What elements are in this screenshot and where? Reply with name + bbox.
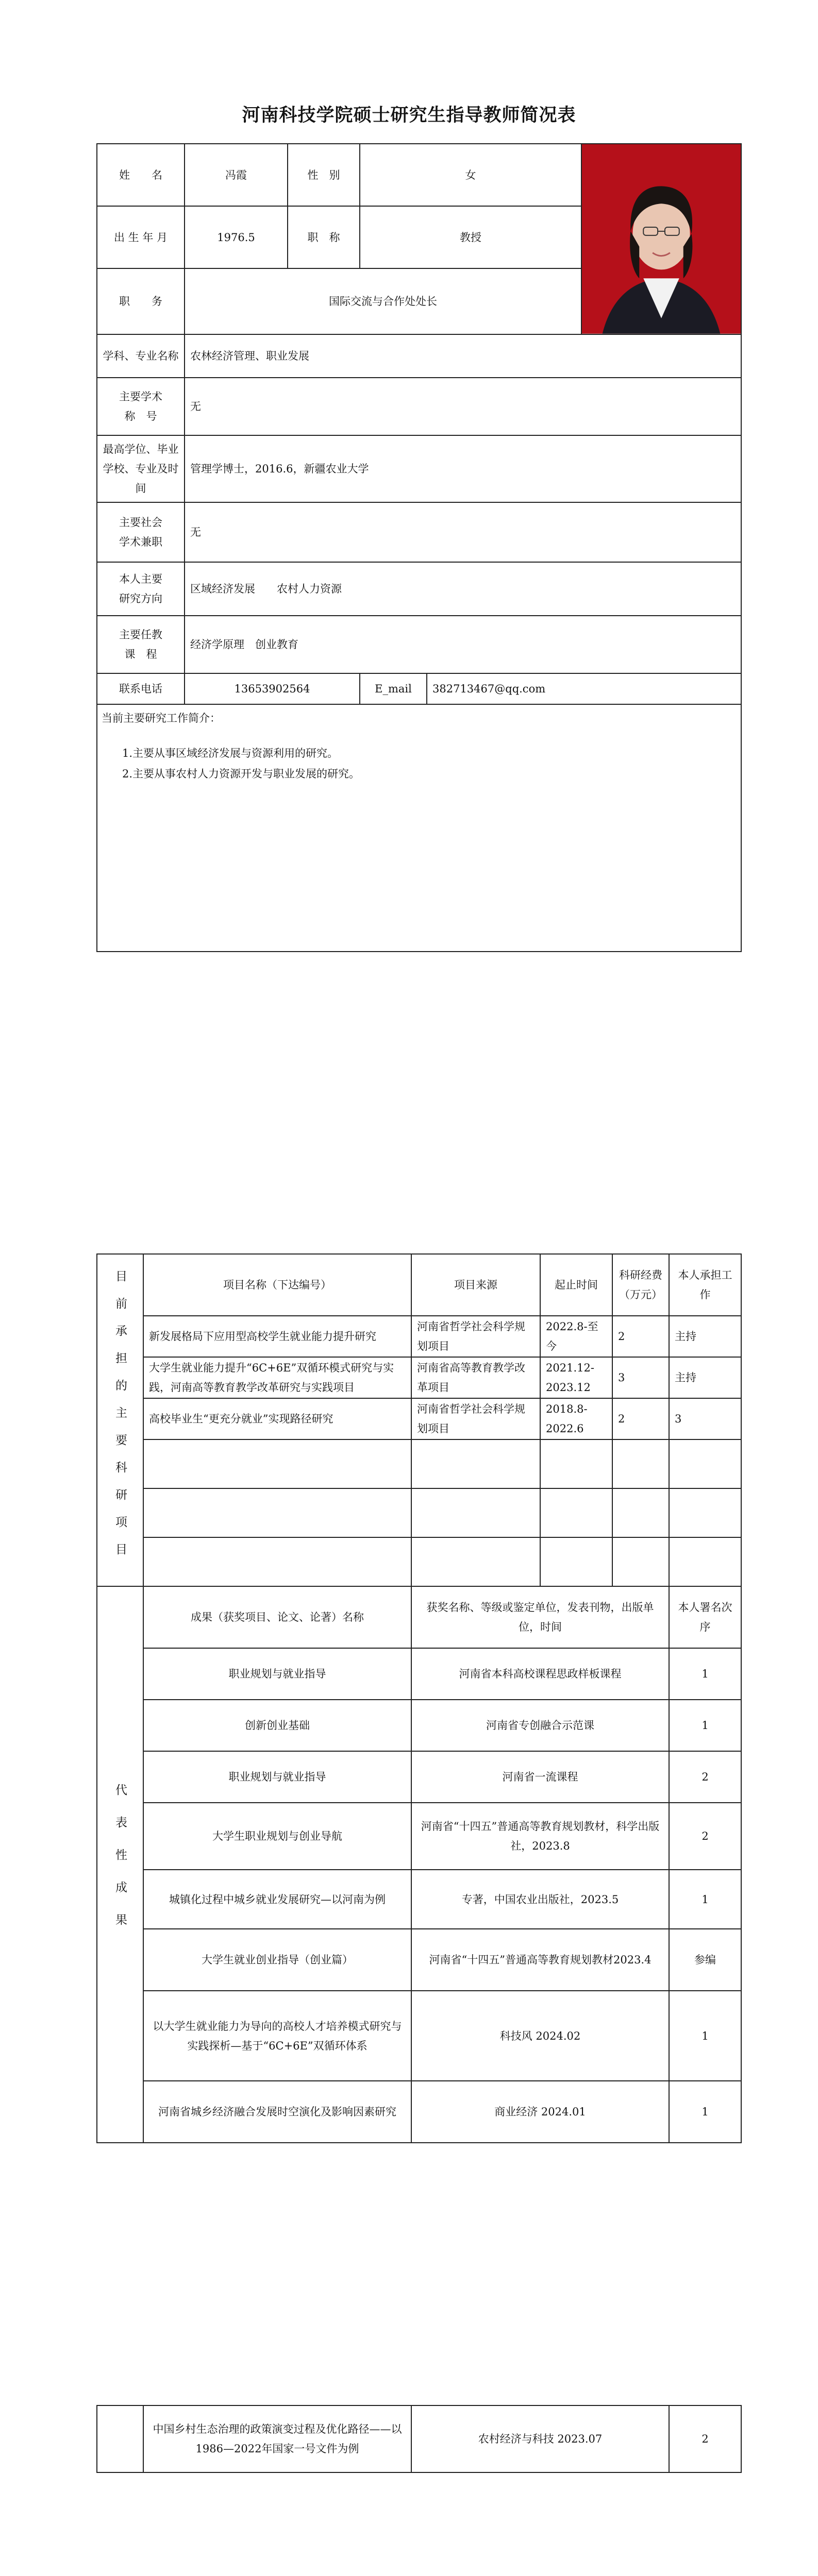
project-role: 主持 [669, 1316, 741, 1357]
achievement-name: 中国乡村生态治理的政策演变过程及优化路径——以1986—2022年国家一号文件为例 [143, 2405, 411, 2472]
email-label: E_mail [360, 673, 427, 704]
direction-label: 本人主要 研究方向 [97, 562, 185, 616]
project-empty-cell [411, 1439, 540, 1488]
rank-label: 职 称 [288, 206, 360, 268]
achievement-order: 2 [669, 1803, 741, 1870]
project-period: 2021.12-2023.12 [540, 1357, 612, 1398]
achievement-order: 参编 [669, 1929, 741, 1991]
project-empty-cell [669, 1439, 741, 1488]
position-value: 国际交流与合作处处长 [185, 268, 581, 334]
project-name: 高校毕业生“更充分就业”实现路径研究 [143, 1398, 411, 1439]
project-name: 大学生就业能力提升“6C+6E”双循环模式研究与实践，河南高等教育教学改革研究与实践项目 [143, 1357, 411, 1398]
project-source: 河南省哲学社会科学规划项目 [411, 1398, 540, 1439]
achievement-venue: 河南省本科高校课程思政样板课程 [411, 1648, 669, 1700]
phone-value: 13653902564 [185, 673, 360, 704]
honor-label: 主要学术 称 号 [97, 378, 185, 435]
discipline-label: 学科、专业名称 [97, 334, 185, 378]
gender-value: 女 [360, 144, 581, 206]
name-label: 姓 名 [97, 144, 185, 206]
achievement-order: 1 [669, 1700, 741, 1751]
courses-label: 主要任教 课 程 [97, 616, 185, 673]
email-value: 382713467@qq.com [427, 673, 741, 704]
achievement-name: 以大学生就业能力为导向的高校人才培养模式研究与实践探析—基于“6C+6E”双循环体系 [143, 1991, 411, 2081]
honor-value: 无 [185, 378, 741, 435]
portrait-photo [581, 144, 741, 334]
project-role: 3 [669, 1398, 741, 1439]
achievements-header-name: 成果（获奖项目、论文、论著）名称 [143, 1586, 411, 1648]
achievement-name: 城镇化过程中城乡就业发展研究—以河南为例 [143, 1870, 411, 1929]
achievement-name: 职业规划与就业指导 [143, 1648, 411, 1700]
achievement-name: 职业规划与就业指导 [143, 1751, 411, 1803]
achievement-order: 2 [669, 1751, 741, 1803]
courses-value: 经济学原理 创业教育 [185, 616, 741, 673]
project-empty-cell [540, 1537, 612, 1586]
achievement-order: 1 [669, 1648, 741, 1700]
project-period: 2018.8-2022.6 [540, 1398, 612, 1439]
continued-side-cell [97, 2405, 143, 2472]
achievement-order: 1 [669, 1870, 741, 1929]
research-work-intro [97, 704, 741, 952]
project-empty-cell [612, 1439, 669, 1488]
project-empty-cell [540, 1488, 612, 1537]
profile-table [96, 143, 742, 952]
position-label: 职 务 [97, 268, 185, 334]
research-work-label: 当前主要研究工作简介： [102, 711, 221, 724]
project-empty-cell [143, 1537, 411, 1586]
project-empty-cell [612, 1488, 669, 1537]
achievement-order: 1 [669, 1991, 741, 2081]
projects-header-period: 起止时间 [540, 1254, 612, 1316]
achievement-name: 河南省城乡经济融合发展时空演化及影响因素研究 [143, 2081, 411, 2143]
projects-header-funds: 科研经费（万元） [612, 1254, 669, 1316]
projects-side-label: 目前承担的主要科研项目 [97, 1254, 143, 1586]
projects-header-source: 项目来源 [411, 1254, 540, 1316]
project-name: 新发展格局下应用型高校学生就业能力提升研究 [143, 1316, 411, 1357]
project-funds: 2 [612, 1398, 669, 1439]
achievement-venue: 商业经济 2024.01 [411, 2081, 669, 2143]
degree-label: 最高学位、毕业学校、专业及时间 [97, 435, 185, 502]
project-source: 河南省高等教育教学改革项目 [411, 1357, 540, 1398]
project-empty-cell [411, 1537, 540, 1586]
project-empty-cell [411, 1488, 540, 1537]
achievement-name: 创新创业基础 [143, 1700, 411, 1751]
social-label: 主要社会 学术兼职 [97, 502, 185, 562]
achievements-continued-table [96, 2405, 742, 2473]
project-funds: 2 [612, 1316, 669, 1357]
achievement-venue: 科技风 2024.02 [411, 1991, 669, 2081]
achievements-side-label: 代表性成果 [97, 1586, 143, 2143]
birth-value: 1976.5 [185, 206, 288, 268]
project-role: 主持 [669, 1357, 741, 1398]
achievement-venue: 河南省“十四五”普通高等教育规划教材，科学出版社，2023.8 [411, 1803, 669, 1870]
projects-header-role: 本人承担工作 [669, 1254, 741, 1316]
phone-label: 联系电话 [97, 673, 185, 704]
project-empty-cell [143, 1488, 411, 1537]
birth-label: 出 生 年 月 [97, 206, 185, 268]
project-empty-cell [143, 1439, 411, 1488]
project-empty-cell [669, 1537, 741, 1586]
social-value: 无 [185, 502, 741, 562]
name-value: 冯霞 [185, 144, 288, 206]
portrait-image [582, 144, 741, 334]
achievement-order: 2 [669, 2405, 741, 2472]
gender-label: 性 别 [288, 144, 360, 206]
achievement-venue: 专著，中国农业出版社，2023.5 [411, 1870, 669, 1929]
research-work-item: 2.主要从事农村人力资源开发与职业发展的研究。 [122, 767, 360, 780]
project-source: 河南省哲学社会科学规划项目 [411, 1316, 540, 1357]
achievements-header-venue: 获奖名称、等级或鉴定单位，发表刊物，出版单位，时间 [411, 1586, 669, 1648]
document-title: 河南科技学院硕士研究生指导教师简况表 [242, 105, 576, 126]
direction-value: 区域经济发展 农村人力资源 [185, 562, 741, 616]
achievements-header-order: 本人署名次序 [669, 1586, 741, 1648]
projects-header-name: 项目名称（下达编号） [143, 1254, 411, 1316]
achievement-venue: 河南省“十四五”普通高等教育规划教材2023.4 [411, 1929, 669, 1991]
research-work-item: 1.主要从事区域经济发展与资源利用的研究。 [122, 747, 339, 759]
project-empty-cell [612, 1537, 669, 1586]
project-empty-cell [540, 1439, 612, 1488]
projects-table [96, 1253, 742, 2143]
rank-value: 教授 [360, 206, 581, 268]
project-funds: 3 [612, 1357, 669, 1398]
project-empty-cell [669, 1488, 741, 1537]
achievement-name: 大学生就业创业指导（创业篇） [143, 1929, 411, 1991]
degree-value: 管理学博士，2016.6，新疆农业大学 [185, 435, 741, 502]
achievement-order: 1 [669, 2081, 741, 2143]
achievement-venue: 河南省一流课程 [411, 1751, 669, 1803]
achievement-venue: 农村经济与科技 2023.07 [411, 2405, 669, 2472]
project-period: 2022.8-至今 [540, 1316, 612, 1357]
achievement-name: 大学生职业规划与创业导航 [143, 1803, 411, 1870]
achievement-venue: 河南省专创融合示范课 [411, 1700, 669, 1751]
discipline-value: 农林经济管理、职业发展 [185, 334, 741, 378]
